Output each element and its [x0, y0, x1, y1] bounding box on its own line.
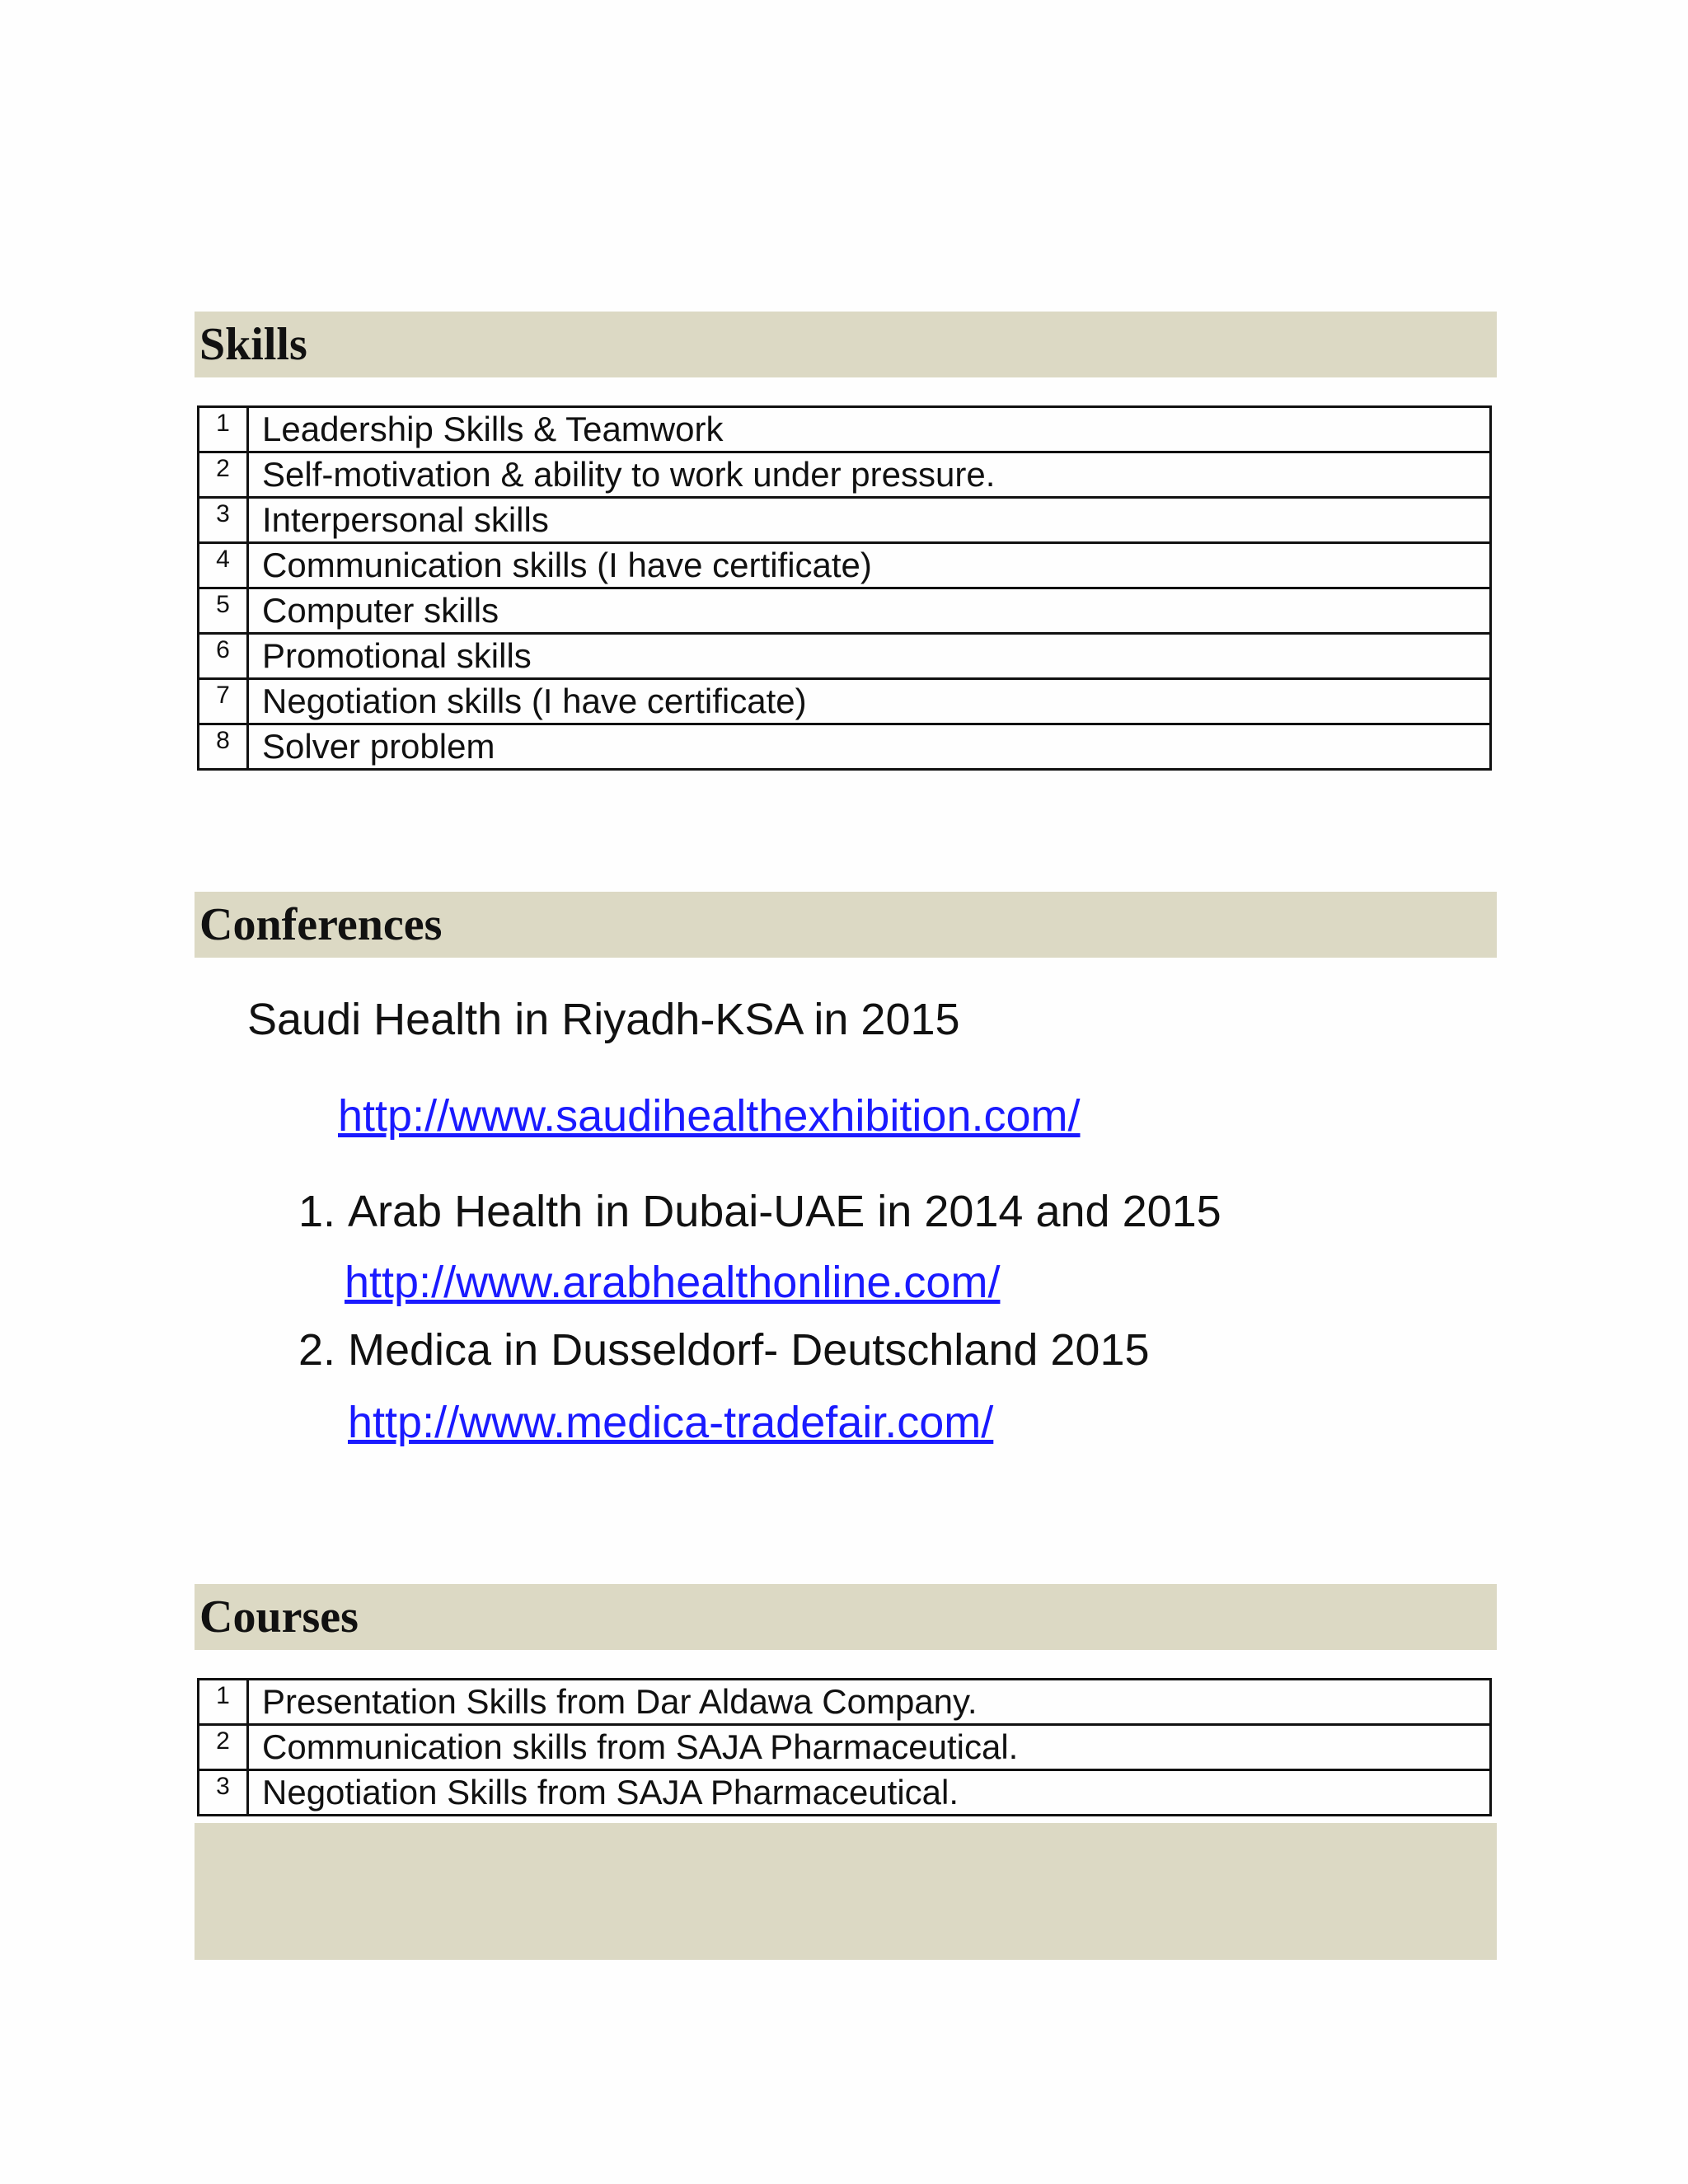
conferences-title: Conferences [199, 899, 443, 950]
skills-header [195, 312, 1497, 377]
list-number: 1. [298, 1187, 336, 1236]
table-row [199, 634, 1491, 679]
table-row [199, 1770, 1491, 1816]
row-text: Interpersonal skills [248, 498, 1491, 543]
row-text: Promotional skills [248, 634, 1491, 679]
courses-title: Courses [199, 1591, 359, 1643]
table-row [199, 588, 1491, 634]
row-number: 7 [199, 679, 248, 724]
table-row [199, 1725, 1491, 1770]
row-number: 8 [199, 724, 248, 770]
row-number: 3 [199, 1770, 248, 1816]
row-number: 3 [199, 498, 248, 543]
row-text: Communication skills from SAJA Pharmaceutical. [248, 1725, 1491, 1770]
table-row [199, 407, 1491, 452]
row-number: 5 [199, 588, 248, 634]
row-text: Leadership Skills & Teamwork [248, 407, 1491, 452]
arab-health-link[interactable]: http://www.arabhealthonline.com/ [345, 1258, 1001, 1307]
row-text: Communication skills (I have certificate) [248, 543, 1491, 588]
row-text: Solver problem [248, 724, 1491, 770]
row-number: 4 [199, 543, 248, 588]
row-number: 1 [199, 407, 248, 452]
conference-intro: Saudi Health in Riyadh-KSA in 2015 [247, 995, 960, 1044]
list-number: 2. [298, 1325, 336, 1375]
row-text: Negotiation skills (I have certificate) [248, 679, 1491, 724]
table-row [199, 543, 1491, 588]
row-number: 6 [199, 634, 248, 679]
row-text: Negotiation Skills from SAJA Pharmaceutical. [248, 1770, 1491, 1816]
row-number: 2 [199, 452, 248, 498]
row-number: 2 [199, 1725, 248, 1770]
courses-header [195, 1584, 1497, 1650]
row-text: Computer skills [248, 588, 1491, 634]
courses-table [197, 1678, 1492, 1816]
skills-title: Skills [199, 319, 307, 370]
skills-table [197, 405, 1492, 771]
table-row [199, 724, 1491, 770]
conference-item: Arab Health in Dubai-UAE in 2014 and 2015 [348, 1187, 1221, 1236]
conference-item: Medica in Dusseldorf- Deutschland 2015 [348, 1325, 1150, 1375]
medica-link[interactable]: http://www.medica-tradefair.com/ [348, 1398, 994, 1447]
conferences-header [195, 892, 1497, 958]
table-row [199, 1680, 1491, 1725]
empty-section-band [195, 1823, 1497, 1960]
table-row [199, 498, 1491, 543]
row-text: Presentation Skills from Dar Aldawa Company. [248, 1680, 1491, 1725]
table-row [199, 679, 1491, 724]
table-row [199, 452, 1491, 498]
row-number: 1 [199, 1680, 248, 1725]
saudi-health-link[interactable]: http://www.saudihealthexhibition.com/ [338, 1091, 1081, 1141]
row-text: Self-motivation & ability to work under pressure. [248, 452, 1491, 498]
